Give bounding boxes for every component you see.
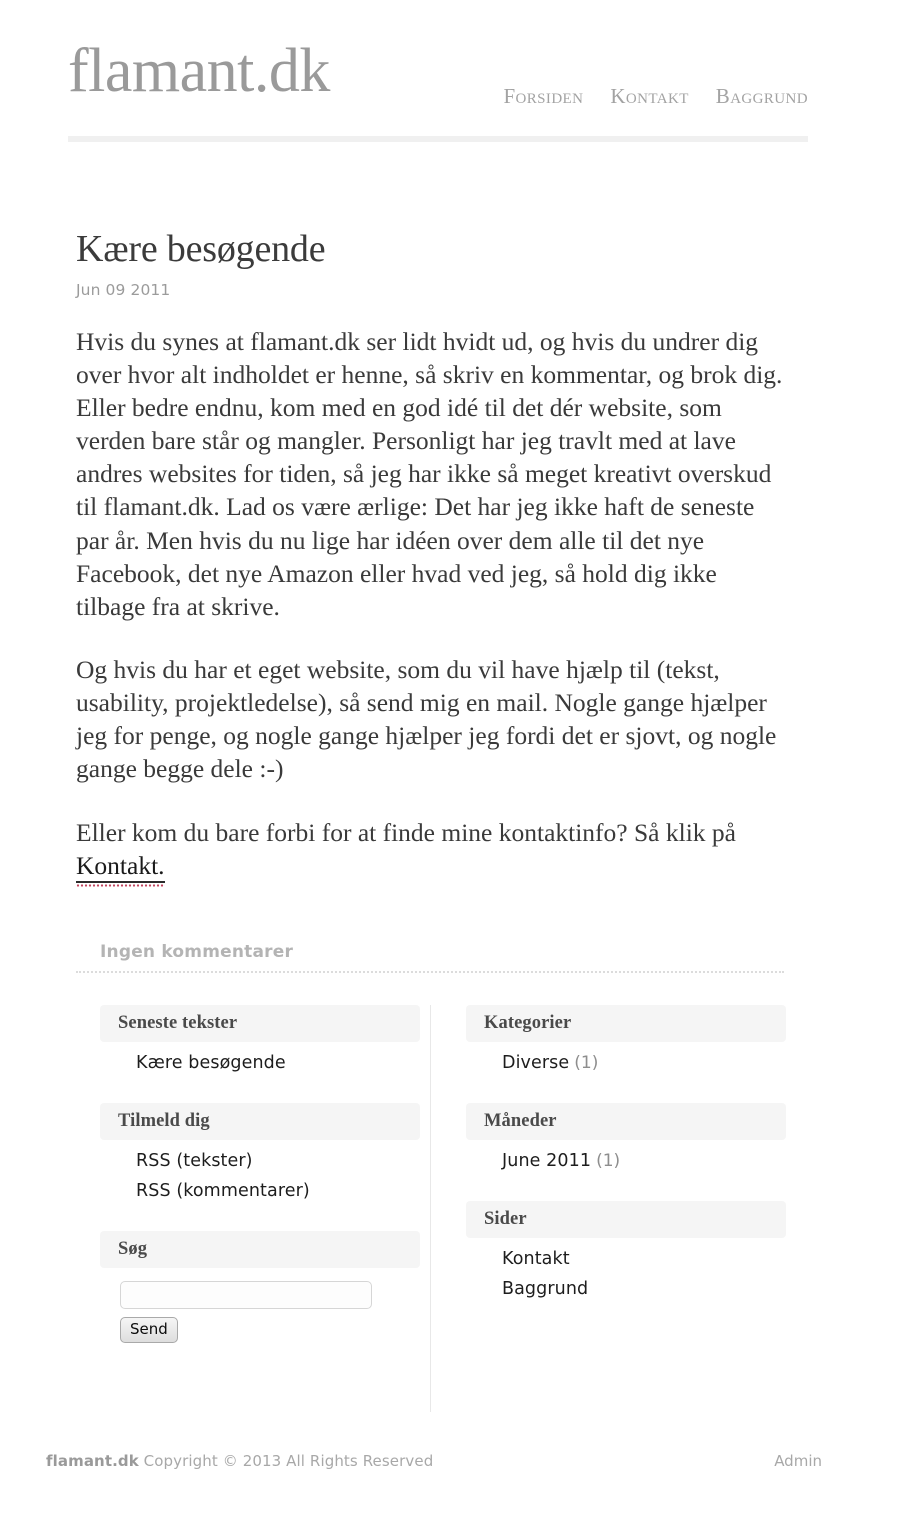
kontakt-inline-link[interactable]: Kontakt. [76, 851, 165, 883]
widget-list-seneste-tekster [100, 1053, 420, 1073]
widget-tilmeld-dig [100, 1103, 420, 1201]
post-paragraph-3-text: Eller kom du bare forbi for at finde mine kontaktinfo? Så klik på [76, 817, 736, 847]
widget-title-maaneder: Måneder [466, 1103, 786, 1140]
comments-section [76, 942, 784, 973]
list-item [100, 1151, 420, 1171]
nav-item-forsiden[interactable]: Forsiden [503, 84, 584, 108]
widget-title-soeg: Søg [100, 1231, 420, 1268]
post-body [76, 325, 788, 882]
footer-brand: flamant.dk [46, 1452, 139, 1470]
site-header [68, 37, 808, 142]
count-june-2011: (1) [596, 1151, 621, 1171]
comments-heading: Ingen kommentarer [100, 942, 294, 962]
sidebar-left [100, 1005, 420, 1343]
search-submit-button[interactable]: Send [120, 1317, 178, 1343]
list-item [100, 1053, 420, 1073]
post-date: Jun 09 2011 [76, 280, 171, 299]
widget-list-sider [466, 1249, 786, 1299]
footer-copyright [46, 1452, 433, 1470]
link-kaere-besoegende[interactable]: Kære besøgende [136, 1053, 286, 1073]
link-page-kontakt[interactable]: Kontakt [502, 1249, 570, 1269]
widget-title-seneste-tekster: Seneste tekster [100, 1005, 420, 1042]
widget-search [100, 1231, 420, 1343]
widget-sider [466, 1201, 786, 1299]
widget-seneste-tekster [100, 1005, 420, 1073]
nav-item-kontakt[interactable]: Kontakt [610, 84, 689, 108]
link-june-2011[interactable]: June 2011 [502, 1151, 592, 1171]
search-input[interactable] [120, 1281, 372, 1309]
site-footer [46, 1452, 822, 1470]
nav-item-baggrund[interactable]: Baggrund [715, 84, 808, 108]
sidebar-column-divider [430, 1005, 431, 1412]
page-title: Kære besøgende [76, 228, 326, 270]
sidebars [76, 1005, 788, 1412]
site-logo[interactable]: flamant.dk [68, 37, 330, 105]
link-rss-kommentarer[interactable]: RSS (kommentarer) [136, 1181, 310, 1201]
link-rss-tekster[interactable]: RSS (tekster) [136, 1151, 253, 1171]
link-page-baggrund[interactable]: Baggrund [502, 1279, 589, 1299]
post-paragraph-3 [76, 816, 788, 882]
widget-kategorier [466, 1005, 786, 1073]
widget-maaneder [466, 1103, 786, 1171]
list-item [466, 1151, 786, 1171]
sidebar-right [466, 1005, 786, 1299]
post-article [76, 228, 788, 882]
list-item [100, 1181, 420, 1201]
list-item [466, 1053, 786, 1073]
post-paragraph-2: Og hvis du har et eget website, som du vil have hjælp til (tekst, usability, projektledelse), så send mig en mail. Nogle gange hjælper jeg for penge, og nogle gange hjælper jeg fordi det er sjovt, og nogle gange begge dele :-) [76, 654, 777, 784]
post-paragraph-1: Hvis du synes at flamant.dk ser lidt hvidt ud, og hvis du undrer dig over hvor alt indholdet er henne, så skriv en kommentar, og brok dig. Eller bedre endnu, kom med en god idé til det dér website, som verden bare står og mangler. Personligt har jeg travlt med at lave andres websites for tiden, så jeg har ikke så meget kreativt overskud til flamant.dk. Lad os være ærlige: Det har jeg ikke haft de seneste par år. Men hvis du nu lige har idéen over dem alle til det nye Facebook, det nye Amazon eller hvad ved jeg, så hold dig ikke tilbage fra at skrive. [76, 326, 783, 621]
list-item [466, 1279, 786, 1299]
footer-copyright-text: Copyright © 2013 All Rights Reserved [138, 1452, 434, 1470]
list-item [466, 1249, 786, 1269]
footer-admin-link[interactable]: Admin [774, 1452, 822, 1470]
link-diverse[interactable]: Diverse [502, 1053, 570, 1073]
widget-title-kategorier: Kategorier [466, 1005, 786, 1042]
widget-title-sider: Sider [466, 1201, 786, 1238]
widget-list-kategorier [466, 1053, 786, 1073]
widget-title-tilmeld-dig: Tilmeld dig [100, 1103, 420, 1140]
widget-list-tilmeld-dig [100, 1151, 420, 1201]
count-diverse: (1) [574, 1053, 599, 1073]
comments-divider [76, 971, 784, 973]
widget-list-maaneder [466, 1151, 786, 1171]
main-navigation [503, 84, 808, 109]
search-form [120, 1281, 420, 1343]
